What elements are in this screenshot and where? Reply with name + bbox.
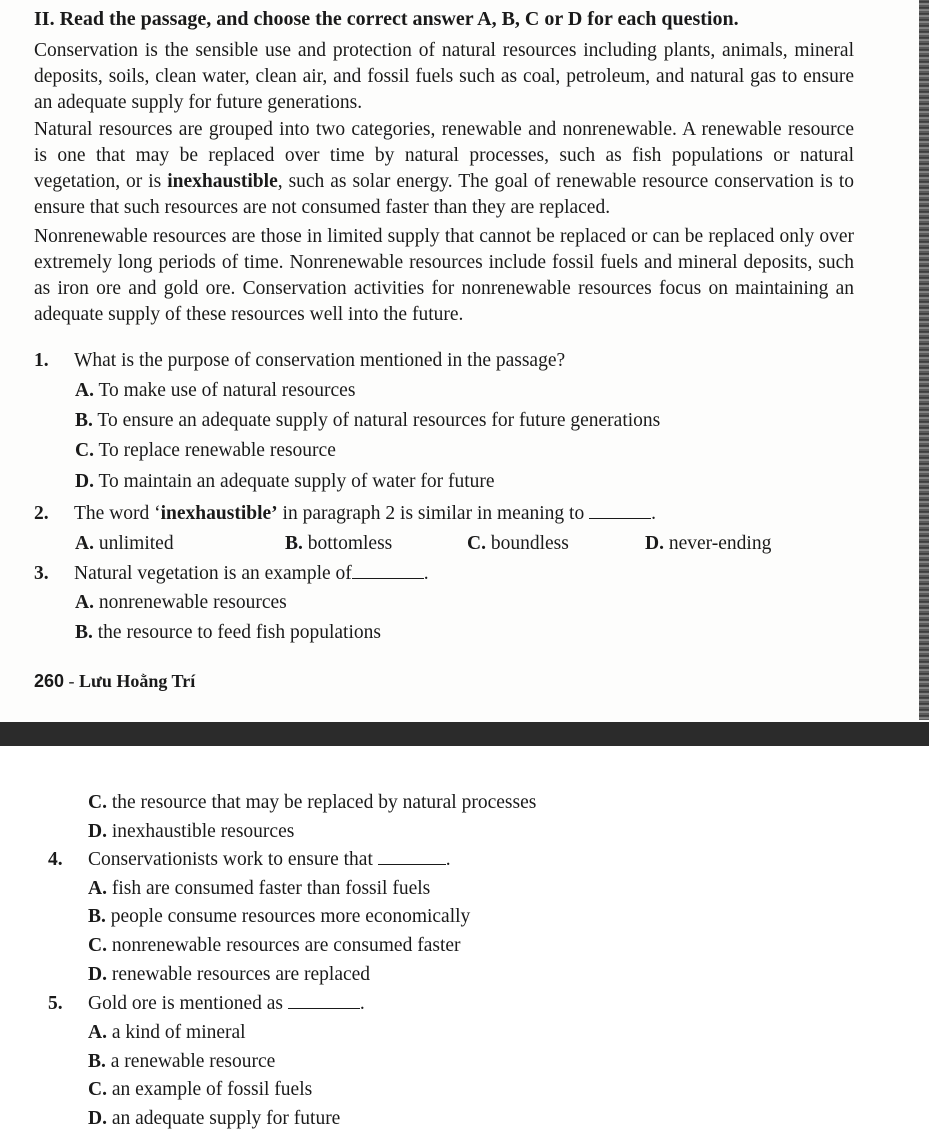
q2-option-a: A. unlimited	[75, 533, 174, 554]
passage-paragraph-2: Natural resources are grouped into two categories, renewable and nonrenewable. A renewable resource is one that may be replaced over time by natural processes, such as fish populations or natural vegetation, or is inexhaustible, such as solar energy. The goal of renewable resource conservation is to ensure that such resources are not consumed faster than they are replaced.	[34, 119, 854, 218]
q3-option-c: C. the resource that may be replaced by natural processes	[88, 792, 537, 813]
answer-blank	[288, 994, 360, 1009]
q3-option-a: A. nonrenewable resources	[75, 592, 287, 613]
question-text: What is the purpose of conservation mentioned in the passage?	[74, 350, 566, 371]
section-heading: II. Read the passage, and choose the correct answer A, B, C or D for each question.	[34, 8, 739, 30]
q2-option-d: D. never-ending	[645, 533, 772, 554]
page-edge-shadow	[919, 0, 929, 720]
question-number: 5.	[48, 993, 63, 1014]
question-4: 4. Conservationists work to ensure that .	[48, 849, 451, 870]
answer-blank	[378, 850, 446, 865]
q3-option-d: D. inexhaustible resources	[88, 821, 295, 842]
q2-option-c: C. boundless	[467, 533, 569, 554]
q4-option-c: C. nonrenewable resources are consumed faster	[88, 935, 461, 956]
q5-option-d: D. an adequate supply for future	[88, 1108, 341, 1129]
q1-option-a: A. To make use of natural resources	[75, 380, 356, 401]
page-footer: 260 - Lưu Hoằng Trí	[34, 671, 196, 691]
question-1	[34, 350, 565, 372]
passage-paragraph-1: Conservation is the sensible use and protection of natural resources including plants, animals, mineral deposits, soils, clean water, clean air, and fossil fuels such as coal, petroleum, and natural gas to ensure an adequate supply for future generations.	[34, 40, 854, 113]
q4-option-a: A. fish are consumed faster than fossil fuels	[88, 878, 431, 899]
answer-blank	[352, 564, 424, 579]
q2-option-b: B. bottomless	[285, 533, 393, 554]
q1-option-c: C. To replace renewable resource	[75, 440, 336, 461]
passage-paragraph-3: Nonrenewable resources are those in limited supply that cannot be replaced or can be replaced only over extremely long periods of time. Nonrenewable resources include fossil fuels and mineral deposits, such as iron ore and gold ore. Conservation activities for nonrenewable resources focus on maintaining an adequate supply of these resources well into the future.	[34, 226, 854, 325]
question-number: 2.	[34, 503, 49, 524]
q5-option-c: C. an example of fossil fuels	[88, 1079, 313, 1100]
q1-option-b: B. To ensure an adequate supply of natural resources for future generations	[75, 410, 661, 431]
q4-option-b: B. people consume resources more economically	[88, 906, 471, 927]
q3-option-b: B. the resource to feed fish populations	[75, 622, 381, 643]
q4-option-d: D. renewable resources are replaced	[88, 964, 371, 985]
author-name: Lưu Hoằng Trí	[79, 671, 196, 691]
keyword-inexhaustible: inexhaustible	[167, 171, 278, 192]
page-number: 260	[34, 671, 65, 691]
question-number: 4.	[48, 849, 63, 870]
question-5: 5. Gold ore is mentioned as .	[48, 993, 365, 1014]
page-separator-bar	[0, 722, 929, 746]
question-number: 1.	[34, 350, 49, 371]
question-number: 3.	[34, 563, 49, 584]
answer-blank	[589, 504, 651, 519]
q5-option-b: B. a renewable resource	[88, 1051, 276, 1072]
question-3: 3. Natural vegetation is an example of .	[34, 563, 429, 584]
q5-option-a: A. a kind of mineral	[88, 1022, 246, 1043]
q1-option-d: D. To maintain an adequate supply of water for future	[75, 471, 495, 492]
question-2: 2. The word ‘inexhaustible’ in paragraph 2 is similar in meaning to .	[34, 503, 656, 524]
